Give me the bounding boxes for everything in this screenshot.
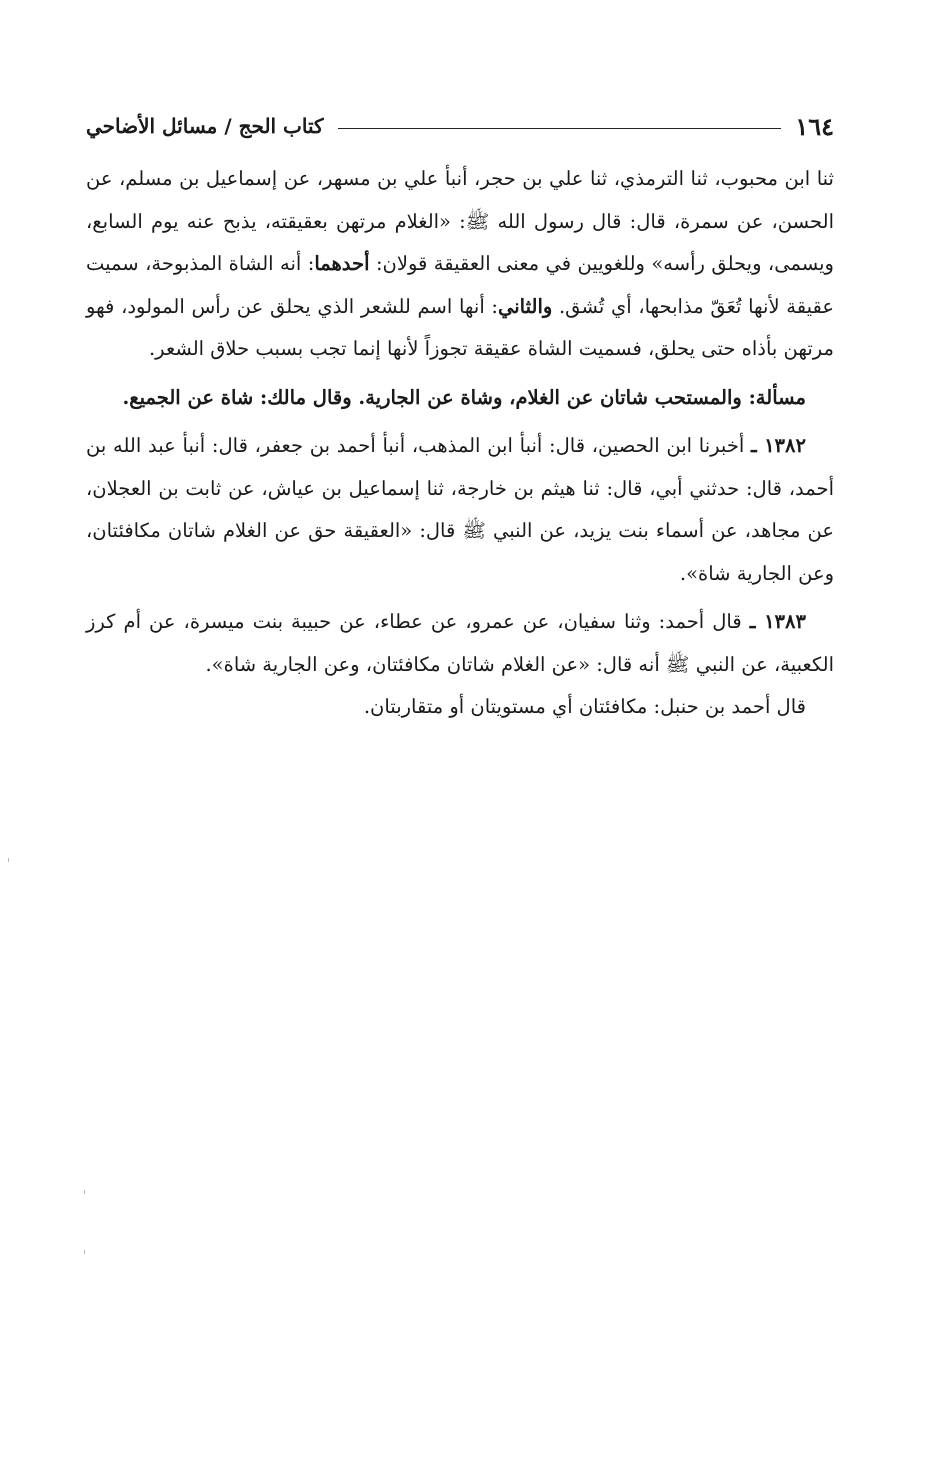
hadith-text: قال أحمد: وثنا سفيان، عن عمرو، عن عطاء، عن حبيبة بنت ميسرة، عن أم كرز الكعبية، عن النبي ﷺ أنه قال: «عن الغلام شاتان مكافئتان، وعن الجارية شاة». [86, 610, 834, 676]
paragraph-text: ثنا ابن محبوب، ثنا الترمذي، ثنا علي بن حجر، أنبأ علي بن مسهر، عن إسماعيل بن مسلم، عن الحسن، عن سمرة، قال: قال رسول الله ﷺ: «الغلام مرتهن بعقيقته، يذبح عنه يوم السابع، ويسمى، ويحلق رأسه» وللغويين في معنى العقيقة قولان: [86, 167, 834, 275]
hadith-number: ١٣٨٣ ـ [749, 610, 806, 633]
hadith-number: ١٣٨٢ ـ [751, 434, 806, 457]
bold-term-first: أحدهما [314, 252, 370, 275]
scan-mark [84, 1190, 85, 1194]
scan-mark [84, 1250, 85, 1254]
scan-mark [8, 858, 9, 862]
closing-remark: قال أحمد بن حنبل: مكافئتان أي مستويتان أو متقاربتان. [363, 695, 806, 718]
masala-heading: مسألة: والمستحب شاتان عن الغلام، وشاة عن الجارية. وقال مالك: شاة عن الجميع. [122, 385, 806, 409]
paragraph-text: : أنه الشاة المذبوحة، سميت عقيقة لأنها تُعَقّ مذابحها، أي تُشق. [86, 252, 834, 318]
bold-term-second: والثاني [498, 294, 553, 318]
paragraph-continuation [86, 158, 834, 371]
page-header [86, 106, 834, 146]
header-rule [338, 128, 782, 129]
hadith-1382 [86, 425, 834, 595]
running-title: كتاب الحج / مسائل الأضاحي [86, 114, 324, 138]
page-number: ١٦٤ [795, 111, 834, 141]
hadith-1383 [86, 601, 834, 686]
paragraph-text: : أنها اسم للشعر الذي يحلق عن رأس المولود، فهو مرتهن بأذاه حتى يحلق، فسميت الشاة عقيقة تجوزاً لأنها إنما تجب بسبب حلاق الشعر. [86, 294, 834, 360]
page-body [86, 158, 834, 729]
hadith-text: أخبرنا ابن الحصين، قال: أنبأ ابن المذهب، أنبأ أحمد بن جعفر، قال: أنبأ عبد الله بن أحمد، قال: حدثني أبي، قال: ثنا هيثم بن خارجة، ثنا إسماعيل بن عياش، عن ثابت بن العجلان، عن مجاهد، عن أسماء بنت يزيد، عن النبي ﷺ قال: «العقيقة حق عن الغلام شاتان مكافئتان، وعن الجارية شاة». [86, 434, 834, 585]
